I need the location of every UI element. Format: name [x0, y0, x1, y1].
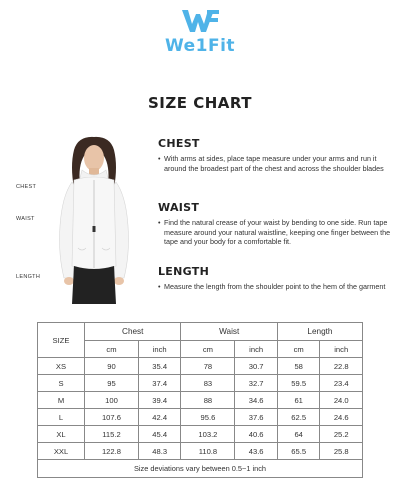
waist-section [158, 201, 394, 247]
size-cell: S [38, 375, 85, 392]
waist-column-header: Waist [181, 323, 277, 341]
table-unit-header-row [38, 341, 363, 358]
we1fit-logo-icon [180, 8, 220, 34]
unit-header: inch [138, 341, 181, 358]
chest-column-header: Chest [85, 323, 181, 341]
table-row [38, 443, 363, 460]
measurement-cell: 25.2 [320, 426, 363, 443]
length-column-header: Length [277, 323, 362, 341]
measurement-cell: 22.8 [320, 358, 363, 375]
measurement-cell: 115.2 [85, 426, 139, 443]
size-table-container [37, 322, 363, 478]
table-row [38, 358, 363, 375]
measurement-cell: 58 [277, 358, 320, 375]
measurement-cell: 95 [85, 375, 139, 392]
unit-header: cm [85, 341, 139, 358]
brand-name: We1Fit [164, 36, 236, 56]
table-row [38, 409, 363, 426]
chest-marker-label: CHEST [16, 184, 37, 190]
measurement-cell: 88 [181, 392, 235, 409]
measurement-cell: 59.5 [277, 375, 320, 392]
waist-marker-label: WAIST [16, 216, 35, 222]
chest-section [158, 137, 394, 173]
measurement-cell: 122.8 [85, 443, 139, 460]
measurement-cell: 43.6 [235, 443, 278, 460]
measurement-cell: 103.2 [181, 426, 235, 443]
measurement-cell: 48.3 [138, 443, 181, 460]
measurement-cell: 90 [85, 358, 139, 375]
size-table [37, 322, 363, 478]
table-group-header-row [38, 323, 363, 341]
chest-instructions: • With arms at sides, place tape measure under your arms and run it around the broadest part of the chest and across the shoulder blades [158, 154, 394, 173]
waist-heading: WAIST [158, 201, 200, 214]
size-cell: XL [38, 426, 85, 443]
size-cell: M [38, 392, 85, 409]
model-jacket-illustration [44, 136, 144, 304]
length-marker-label: LENGTH [16, 274, 41, 280]
unit-header: cm [277, 341, 320, 358]
measurement-cell: 34.6 [235, 392, 278, 409]
size-column-header: SIZE [38, 323, 85, 358]
unit-header: cm [181, 341, 235, 358]
measurement-cell: 45.4 [138, 426, 181, 443]
measurement-cell: 42.4 [138, 409, 181, 426]
measurement-cell: 24.0 [320, 392, 363, 409]
unit-header: inch [235, 341, 278, 358]
measurement-cell: 23.4 [320, 375, 363, 392]
unit-header: inch [320, 341, 363, 358]
measurement-cell: 35.4 [138, 358, 181, 375]
length-instructions: • Measure the length from the shoulder point to the hem of the garment [158, 282, 394, 292]
measurement-cell: 78 [181, 358, 235, 375]
waist-instructions: • Find the natural crease of your waist by bending to one side. Run tape measure around your natural waistline, keeping one finger between the tape and your body for a comfortable fit. [158, 218, 394, 247]
size-deviation-note: Size deviations vary between 0.5~1 inch [38, 460, 363, 478]
measurement-cell: 65.5 [277, 443, 320, 460]
table-row [38, 426, 363, 443]
table-body [38, 358, 363, 460]
measurement-cell: 32.7 [235, 375, 278, 392]
measurement-cell: 107.6 [85, 409, 139, 426]
measurement-cell: 83 [181, 375, 235, 392]
measurement-cell: 95.6 [181, 409, 235, 426]
measurement-cell: 40.6 [235, 426, 278, 443]
measurement-cell: 24.6 [320, 409, 363, 426]
length-section [158, 265, 394, 292]
size-cell: XS [38, 358, 85, 375]
brand-logo [0, 8, 400, 56]
size-cell: XXL [38, 443, 85, 460]
measurement-cell: 30.7 [235, 358, 278, 375]
size-cell: L [38, 409, 85, 426]
table-row [38, 392, 363, 409]
table-row [38, 375, 363, 392]
length-heading: LENGTH [158, 265, 210, 278]
measurement-cell: 61 [277, 392, 320, 409]
chest-heading: CHEST [158, 137, 200, 150]
measurement-cell: 37.4 [138, 375, 181, 392]
measurement-cell: 39.4 [138, 392, 181, 409]
measurement-cell: 64 [277, 426, 320, 443]
measurement-cell: 25.8 [320, 443, 363, 460]
measurement-cell: 110.8 [181, 443, 235, 460]
page-title: SIZE CHART [147, 94, 252, 112]
measurement-cell: 100 [85, 392, 139, 409]
measurement-cell: 37.6 [235, 409, 278, 426]
table-footnote-row [38, 460, 363, 478]
measurement-cell: 62.5 [277, 409, 320, 426]
